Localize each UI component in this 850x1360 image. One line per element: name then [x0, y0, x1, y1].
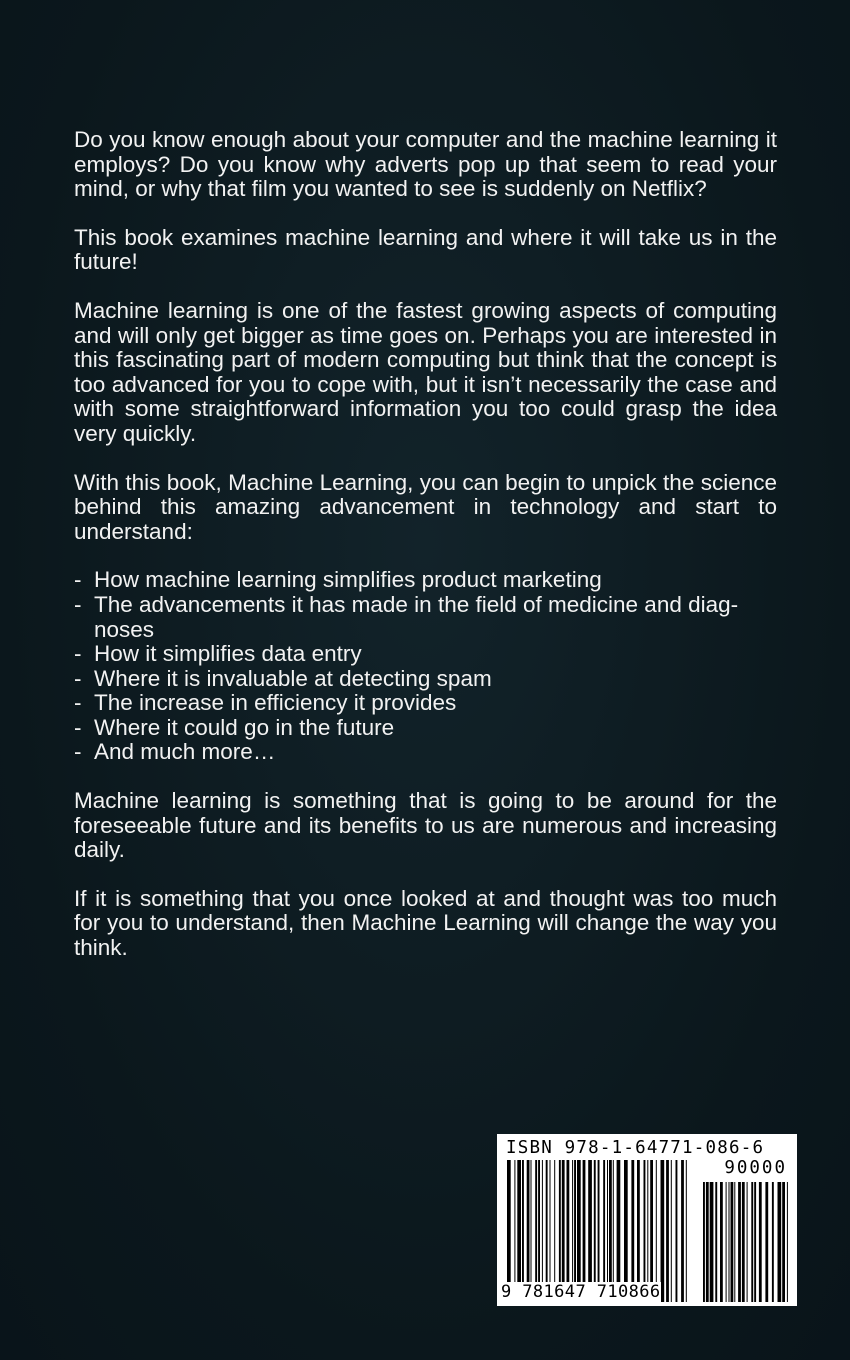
barcode-bar	[681, 1160, 684, 1302]
barcode-bar	[650, 1160, 653, 1302]
barcode-bar	[778, 1182, 782, 1302]
barcode-bar	[542, 1160, 543, 1302]
barcode-bar	[661, 1160, 665, 1302]
barcode-bar	[554, 1160, 555, 1302]
barcode-bar	[787, 1182, 788, 1302]
list-item	[74, 642, 777, 667]
bullet-dash: -	[74, 690, 82, 716]
barcode-bar	[598, 1160, 600, 1302]
feature-list	[74, 568, 777, 765]
isbn-label: ISBN 978-1-64771-086-6	[506, 1138, 765, 1158]
barcode-bar	[647, 1160, 648, 1302]
barcode-bar	[538, 1160, 540, 1302]
list-item-text: The increase in efficiency it provides	[94, 690, 457, 716]
ean-digits: 9 781647 710866	[501, 1282, 661, 1302]
barcode-bar	[759, 1182, 762, 1302]
barcode-bar	[577, 1160, 581, 1302]
barcode-bar	[731, 1182, 734, 1302]
barcode-bar	[613, 1160, 614, 1302]
price-code: 90000	[724, 1158, 787, 1178]
barcode-bar	[738, 1182, 741, 1302]
barcode-bar	[559, 1160, 561, 1302]
barcode-bar	[656, 1160, 657, 1302]
barcode-bar	[782, 1182, 785, 1302]
barcode-bar	[609, 1160, 612, 1302]
bullet-dash: -	[74, 591, 82, 617]
list-item-text: The advancements it has made in the field of medicine and diagnoses	[94, 591, 739, 642]
bullet-dash: -	[74, 739, 82, 765]
barcode-bar	[522, 1160, 524, 1302]
barcode-bar	[671, 1160, 672, 1302]
blurb-paragraph-1: Do you know enough about your computer and the machine learning it employs? Do you know why adverts pop up that seem to read your mind, or why that film you wanted to see is suddenly on Netflix?	[74, 127, 777, 202]
barcode-bar	[631, 1160, 634, 1302]
barcode-bar	[535, 1160, 537, 1302]
blurb-paragraph-4: With this book, Machine Learning, you can begin to unpick the science behind this amazing advancement in technology and start to understand:	[74, 469, 777, 544]
barcode-bar	[726, 1182, 727, 1302]
blurb-paragraph-2: This book examines machine learning and where it will take us in the future!	[74, 224, 777, 275]
blurb-text	[74, 128, 777, 985]
list-item	[74, 667, 777, 692]
barcode-bar	[572, 1160, 573, 1302]
barcode-bar	[527, 1160, 530, 1302]
barcode-bar	[666, 1160, 669, 1302]
barcode-bar	[715, 1182, 717, 1302]
barcode-bar	[637, 1160, 640, 1302]
barcode-bar	[686, 1160, 687, 1302]
barcode-bar	[706, 1182, 709, 1302]
barcode-bar	[594, 1160, 596, 1302]
list-item-text: How it simplifies data entry	[94, 641, 362, 667]
barcode-bar	[546, 1160, 548, 1302]
list-item-text: And much more…	[94, 739, 276, 765]
barcode-bar	[507, 1160, 511, 1302]
barcode-bar	[644, 1160, 646, 1302]
barcode-bar	[574, 1160, 576, 1302]
barcode-bar	[754, 1182, 756, 1302]
barcode-bar	[742, 1182, 745, 1302]
list-item	[74, 691, 777, 716]
barcode-bar	[550, 1160, 551, 1302]
barcode-bar	[765, 1182, 768, 1302]
list-item-text: Where it could go in the future	[94, 714, 395, 740]
barcode-bar	[567, 1160, 570, 1302]
blurb-paragraph-6: If it is something that you once looked at and thought was too much for you to understand, then Machine Learning will change the way you think.	[74, 885, 777, 961]
barcode-bar	[729, 1182, 730, 1302]
blurb-paragraph-5: Machine learning is something that is going to be around for the foreseeable future and its benefits to us are numerous and increasing daily.	[74, 788, 777, 863]
list-item	[74, 716, 777, 741]
bullet-dash: -	[74, 714, 82, 740]
barcode-bar	[710, 1182, 714, 1302]
barcode-bar	[734, 1182, 735, 1302]
list-item-text: How machine learning simplifies product marketing	[94, 567, 602, 593]
barcode-bar	[720, 1182, 723, 1302]
bullet-dash: -	[74, 641, 82, 667]
isbn-barcode	[497, 1134, 797, 1306]
blurb-paragraph-3: Machine learning is one of the fastest growing aspects of computing and will only get bigger as time goes on. Perhaps you are interested in this fascinating part of modern computing but think that the concept is too advanced for you to cope with, but it isn’t necessarily the case and with some straightforward information you too could grasp the idea very quickly.	[74, 297, 777, 446]
barcode-bar	[676, 1160, 678, 1302]
list-item-text: Where it is invaluable at detecting spam	[94, 665, 492, 691]
bullet-dash: -	[74, 665, 82, 691]
barcode-bar	[603, 1160, 605, 1302]
list-item	[74, 568, 777, 593]
barcode-bar	[531, 1160, 532, 1302]
barcode-bar	[751, 1182, 753, 1302]
barcode-bar	[514, 1160, 515, 1302]
barcode-bar	[607, 1160, 608, 1302]
barcode-bar	[588, 1160, 592, 1302]
barcode-bar	[562, 1160, 565, 1302]
barcode-bar	[747, 1182, 748, 1302]
barcode-bar	[617, 1160, 621, 1302]
barcode-bar	[703, 1182, 705, 1302]
list-item	[74, 740, 777, 765]
bullet-dash: -	[74, 567, 82, 593]
barcode-bar	[624, 1160, 628, 1302]
barcode-bar	[772, 1182, 774, 1302]
list-item	[74, 593, 777, 642]
barcode-bar	[517, 1160, 521, 1302]
barcode-bar	[583, 1160, 586, 1302]
